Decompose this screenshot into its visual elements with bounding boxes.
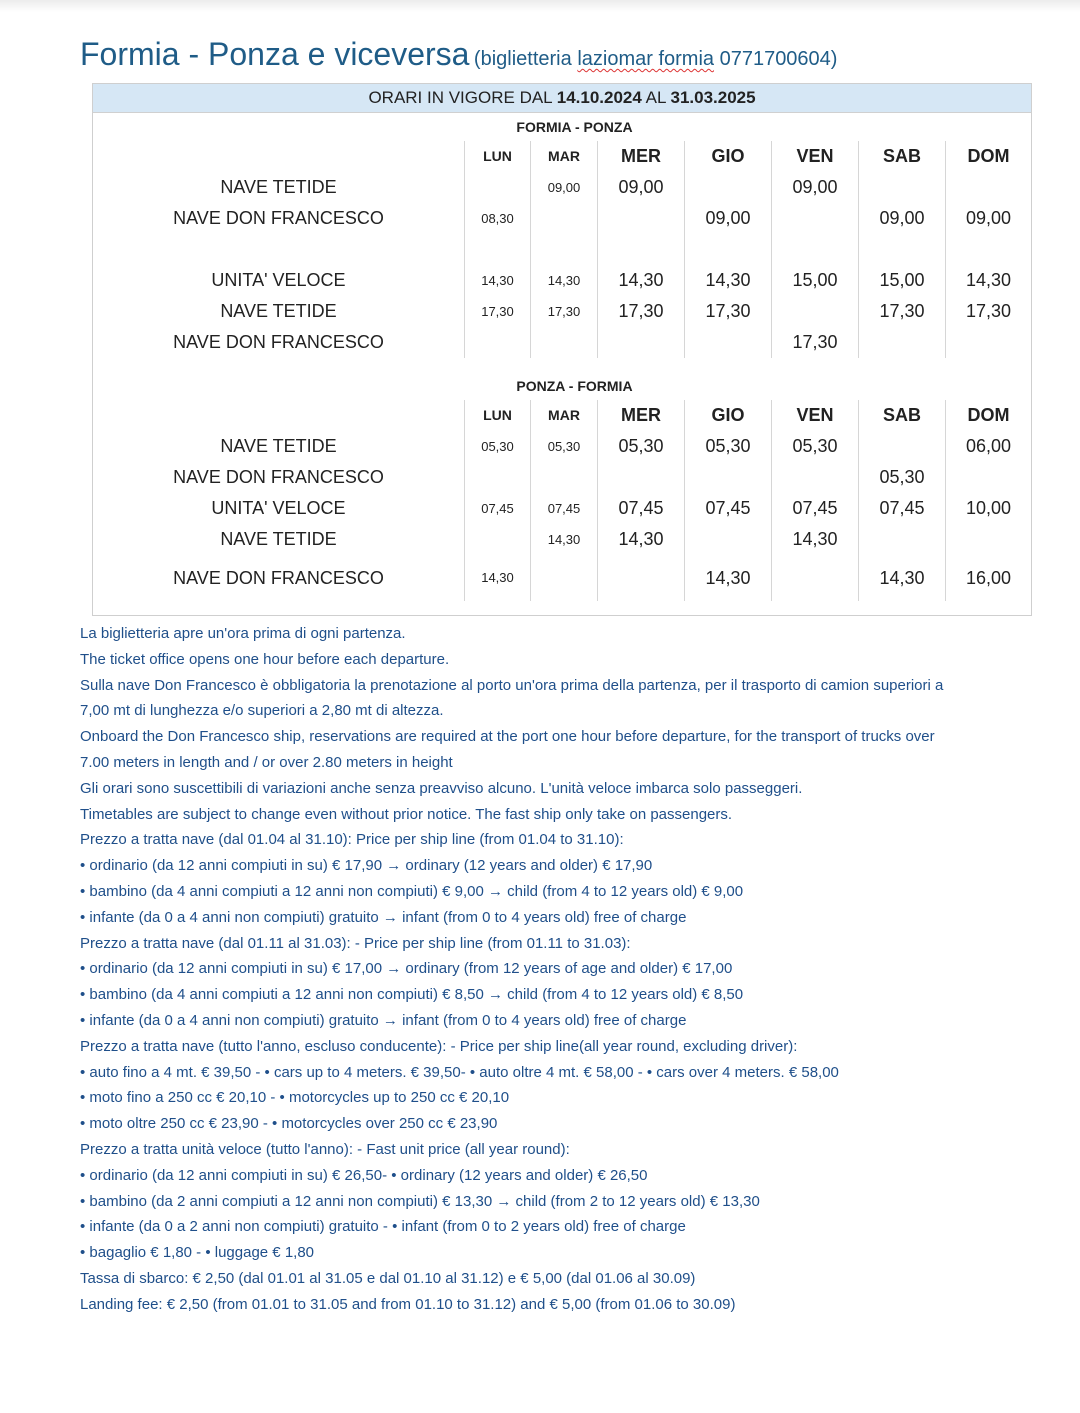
departure-time: 05,30 bbox=[792, 436, 838, 456]
note-line: 7,00 mt di lunghezza e/o superiori a 2,80 mt di altezza. bbox=[80, 702, 444, 720]
day-header: MAR bbox=[548, 147, 580, 164]
schedule-row bbox=[93, 431, 1032, 462]
ship-name: NAVE TETIDE bbox=[220, 529, 337, 549]
route-heading: FORMIA - PONZA bbox=[516, 119, 633, 135]
valid-from-date: 14.10.2024 bbox=[556, 88, 642, 107]
schedule-row bbox=[93, 555, 1032, 601]
note-line: Prezzo a tratta nave (dal 01.11 al 31.03): - Price per ship line (from 01.11 to 31.03): bbox=[80, 934, 631, 952]
departure-time: 15,00 bbox=[792, 270, 838, 290]
day-header: LUN bbox=[483, 406, 512, 423]
day-header: GIO bbox=[711, 146, 745, 166]
departure-time: 07,45 bbox=[618, 498, 664, 518]
day-header: MER bbox=[621, 146, 661, 166]
departure-time: 09,00 bbox=[792, 177, 838, 197]
ticket-office-name: laziomar formia bbox=[577, 48, 715, 70]
departure-time: 07,45 bbox=[792, 498, 838, 518]
outbound-days-row bbox=[93, 141, 1032, 172]
departure-time: 05,30 bbox=[547, 438, 581, 454]
note-line: • infante (da 0 a 2 anni non compiuti) gratuito - • infant (from 0 to 2 years old) free of charge bbox=[80, 1218, 686, 1236]
note-line: Onboard the Don Francesco ship, reservations are required at the port one hour before departure, for the transport of trucks over bbox=[80, 728, 935, 746]
departure-time: 14,30 bbox=[481, 272, 514, 288]
note-line: Tassa di sbarco: € 2,50 (dal 01.01 al 31.05 e dal 01.10 al 31.12) e € 5,00 (dal 01.06 al 30.09) bbox=[80, 1269, 696, 1287]
note-line: • bambino (da 2 anni compiuti a 12 anni non compiuti) € 13,30 → child (from 2 to 12 years old) € 13,30 bbox=[80, 1192, 760, 1210]
validity-banner bbox=[93, 84, 1032, 113]
departure-time: 10,00 bbox=[965, 498, 1012, 518]
departure-time: 07,45 bbox=[705, 498, 751, 518]
outbound-route-row bbox=[93, 113, 1032, 142]
day-header: DOM bbox=[967, 146, 1010, 166]
day-header: MAR bbox=[548, 406, 580, 423]
departure-time: 09,00 bbox=[705, 208, 751, 228]
schedule-row bbox=[93, 172, 1032, 203]
note-line: Prezzo a tratta unità veloce (tutto l'anno): - Fast unit price (all year round): bbox=[80, 1140, 570, 1158]
note-line: • moto fino a 250 cc € 20,10 - • motorcycles up to 250 cc € 20,10 bbox=[80, 1089, 510, 1107]
ship-name: NAVE TETIDE bbox=[220, 436, 337, 456]
day-header: GIO bbox=[711, 405, 745, 425]
departure-time: 17,30 bbox=[618, 301, 664, 321]
schedule-row bbox=[93, 234, 1032, 265]
departure-time: 17,30 bbox=[705, 301, 751, 321]
ship-name: NAVE TETIDE bbox=[220, 177, 337, 197]
departure-time: 07,45 bbox=[547, 500, 581, 516]
departure-time: 14,30 bbox=[547, 531, 581, 547]
timetable bbox=[92, 83, 1032, 616]
ticket-office-prefix: (biglietteria bbox=[473, 48, 578, 70]
departure-time: 14,30 bbox=[705, 270, 751, 290]
day-header: SAB bbox=[882, 146, 921, 166]
departure-time: 05,30 bbox=[879, 467, 925, 487]
note-line: Landing fee: € 2,50 (from 01.01 to 31.05 and from 01.10 to 31.12) and € 5,00 (from 01.06 to 30.09) bbox=[80, 1295, 736, 1313]
day-header: VEN bbox=[796, 405, 834, 425]
ship-name: NAVE TETIDE bbox=[220, 301, 337, 321]
departure-time: 09,00 bbox=[547, 179, 581, 195]
departure-time: 08,30 bbox=[481, 210, 514, 226]
validity-text: ORARI IN VIGORE DAL 14.10.2024 AL 31.03.2025 bbox=[93, 84, 1032, 113]
day-header: SAB bbox=[882, 405, 921, 425]
note-line: Gli orari sono suscettibili di variazioni anche senza preavviso alcuno. L'unità veloce imbarca solo passeggeri. bbox=[80, 779, 803, 797]
note-line: Timetables are subject to change even without prior notice. The fast ship only take on passengers. bbox=[80, 805, 733, 823]
section-spacer bbox=[93, 358, 1032, 372]
page-top-edge bbox=[0, 0, 1080, 12]
ticket-office-info bbox=[474, 48, 838, 70]
departure-time: 14,30 bbox=[547, 272, 581, 288]
day-header: DOM bbox=[967, 405, 1010, 425]
note-line: • infante (da 0 a 4 anni non compiuti) gratuito → infant (from 0 to 4 years old) free of charge bbox=[80, 908, 687, 926]
note-line: • bambino (da 4 anni compiuti a 12 anni non compiuti) € 9,00 → child (from 4 to 12 years old) € 9,00 bbox=[80, 882, 744, 900]
page-title bbox=[80, 36, 837, 73]
ship-name: NAVE DON FRANCESCO bbox=[173, 467, 384, 487]
departure-time: 14,30 bbox=[792, 529, 838, 549]
day-header: VEN bbox=[796, 146, 834, 166]
departure-time: 09,00 bbox=[618, 177, 664, 197]
departure-time: 05,30 bbox=[705, 436, 751, 456]
departure-time: 17,30 bbox=[879, 301, 925, 321]
note-line: The ticket office opens one hour before each departure. bbox=[80, 650, 450, 668]
day-header: LUN bbox=[483, 147, 512, 164]
schedule-row bbox=[93, 524, 1032, 555]
schedule-row bbox=[93, 462, 1032, 493]
ticket-office-phone: 0771700604) bbox=[714, 48, 838, 70]
note-line: • bagaglio € 1,80 - • luggage € 1,80 bbox=[80, 1244, 315, 1262]
departure-time: 17,30 bbox=[547, 303, 581, 319]
departure-time: 17,30 bbox=[481, 303, 514, 319]
route-heading: PONZA - FORMIA bbox=[516, 378, 633, 394]
note-line: La biglietteria apre un'ora prima di ogni partenza. bbox=[80, 625, 406, 642]
departure-time: 14,30 bbox=[965, 270, 1012, 290]
departure-time: 14,30 bbox=[705, 567, 751, 588]
route-title: Formia - Ponza e viceversa bbox=[80, 36, 470, 72]
ship-name: NAVE DON FRANCESCO bbox=[173, 332, 384, 352]
departure-time: 14,30 bbox=[879, 567, 925, 588]
departure-time: 14,30 bbox=[481, 570, 514, 585]
departure-time: 05,30 bbox=[618, 436, 664, 456]
schedule-row bbox=[93, 327, 1032, 358]
departure-time: 07,45 bbox=[879, 498, 925, 518]
day-header: MER bbox=[621, 405, 661, 425]
ship-name: UNITA' VELOCE bbox=[211, 270, 346, 290]
note-line: • infante (da 0 a 4 anni non compiuti) gratuito → infant (from 0 to 4 years old) free of charge bbox=[80, 1011, 687, 1029]
return-route-row bbox=[93, 372, 1032, 400]
note-line: • auto fino a 4 mt. € 39,50 - • cars up to 4 meters. € 39,50- • auto oltre 4 mt. € 58,00 - • cars over 4 meters. € 58,00 bbox=[80, 1063, 839, 1081]
valid-to-date: 31.03.2025 bbox=[670, 88, 756, 107]
departure-time: 05,30 bbox=[481, 438, 514, 454]
return-days-row bbox=[93, 400, 1032, 431]
departure-time: 17,30 bbox=[792, 332, 838, 352]
ship-name: UNITA' VELOCE bbox=[211, 498, 346, 518]
departure-time: 09,00 bbox=[965, 208, 1012, 228]
note-line: • moto oltre 250 cc € 23,90 - • motorcycles over 250 cc € 23,90 bbox=[80, 1115, 498, 1133]
note-line: Sulla nave Don Francesco è obbligatoria la prenotazione al porto un'ora prima della partenza, per il trasporto di camion superiori a bbox=[80, 676, 944, 694]
notes-section bbox=[80, 621, 1020, 1318]
note-line: Prezzo a tratta nave (dal 01.04 al 31.10): Price per ship line (from 01.04 to 31.10): bbox=[80, 831, 624, 849]
departure-time: 14,30 bbox=[618, 529, 664, 549]
note-line: • ordinario (da 12 anni compiuti in su) € 17,00 → ordinary (from 12 years of age and older) € 17,00 bbox=[80, 960, 733, 978]
departure-time: 06,00 bbox=[965, 436, 1012, 456]
schedule-row bbox=[93, 493, 1032, 524]
note-line: • ordinario (da 12 anni compiuti in su) € 17,90 → ordinary (12 years and older) € 17,90 bbox=[80, 857, 653, 875]
departure-time: 14,30 bbox=[618, 270, 664, 290]
departure-time: 16,00 bbox=[965, 567, 1012, 588]
departure-time: 17,30 bbox=[965, 301, 1012, 321]
schedule-row bbox=[93, 265, 1032, 296]
note-line: 7.00 meters in length and / or over 2.80 meters in height bbox=[80, 753, 453, 771]
departure-time: 15,00 bbox=[879, 270, 925, 290]
note-line: Prezzo a tratta nave (tutto l'anno, escluso conducente): - Price per ship line(all year round, excluding driver): bbox=[80, 1037, 798, 1055]
note-line: • ordinario (da 12 anni compiuti in su) € 26,50- • ordinary (12 years and older) € 26,50 bbox=[80, 1166, 648, 1184]
schedule-row bbox=[93, 296, 1032, 327]
table-bottom-padding bbox=[93, 601, 1032, 616]
note-line: • bambino (da 4 anni compiuti a 12 anni non compiuti) € 8,50 → child (from 4 to 12 years old) € 8,50 bbox=[80, 986, 744, 1004]
departure-time: 09,00 bbox=[879, 208, 925, 228]
ship-name: NAVE DON FRANCESCO bbox=[173, 208, 384, 228]
departure-time: 07,45 bbox=[481, 500, 514, 516]
schedule-row bbox=[93, 203, 1032, 234]
ship-name: NAVE DON FRANCESCO bbox=[173, 567, 384, 588]
